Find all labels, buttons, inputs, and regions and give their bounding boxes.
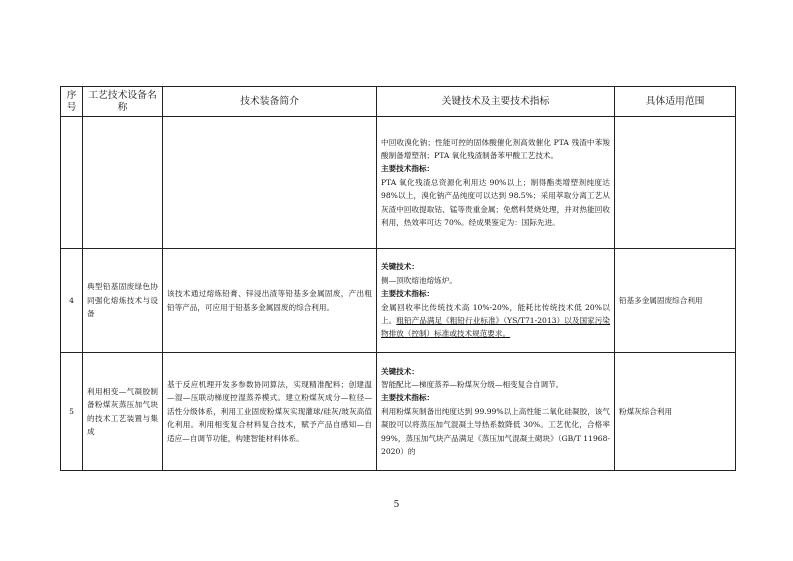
table-row: [61, 353, 736, 471]
cell-scope: 粉煤灰综合利用: [615, 353, 736, 471]
key-tech-text: 智能配比—梯度蒸养—粉煤灰分级—相变复合自调节。: [381, 379, 564, 389]
header-serial: 序号: [61, 87, 83, 117]
main-indicator-label: 主要技术指标：: [381, 289, 435, 299]
table-header-row: [61, 87, 736, 117]
main-indicator-label: 主要技术指标：: [381, 393, 435, 403]
cell-scope: [615, 117, 736, 249]
cell-key-technology: [377, 117, 615, 249]
page-number: 5: [393, 500, 400, 510]
header-key-technology: 关键技术及主要技术指标: [377, 87, 615, 117]
main-indicator-text: 利用粉煤灰制备出纯度达到 99.99%以上高性能二氧化硅凝胶，该气凝胶可以将蒸压加气混凝土导热系数降低 30%。工艺优化，合格率 99%，蒸压加气块产品满足《蒸压加气混凝土砌块》（GB/T 11968-2020）的: [381, 406, 610, 457]
cell-name: 典型铅基固废绿色协同强化熔炼技术与设备: [83, 249, 163, 353]
header-scope: 具体适用范围: [615, 87, 736, 117]
cell-scope: 铅基多金属固废综合利用: [615, 249, 736, 353]
key-tech-label: 关键技术：: [381, 366, 419, 376]
technology-table: [60, 86, 736, 471]
cell-serial: [61, 117, 83, 249]
key-tech-label: 关键技术：: [381, 262, 419, 272]
key-tech-text: 侧—顶吹熔池熔炼炉。: [381, 275, 457, 285]
cell-name: 利用相变—气凝胶制备粉煤灰蒸压加气块的技术工艺装置与集成: [83, 353, 163, 471]
main-indicator-text: PTA 氧化残渣总资源化利用达 90%以上；制得酯类增塑剂纯度达 98%以上，溴化钠产品纯度可以达到 98.5%；采用萃取分离工艺从灰渣中回收提取钴、锰等贵重金属；免燃料焚烧处理，并对热能回收利用，热效率可达 70%。经成果鉴定为：国际先进。: [381, 177, 610, 228]
header-equipment-intro: 技术装备简介: [163, 87, 377, 117]
cell-intro: [163, 117, 377, 249]
table-row: [61, 249, 736, 353]
cell-name: [83, 117, 163, 249]
key-tech-text: 中回收溴化钠；性能可控的固体酸催化剂高效催化 PTA 残渣中苯羧酸制备增塑剂；PTA 氧化残渣制备苯甲酸工艺技术。: [381, 137, 610, 160]
cell-key-technology: [377, 249, 615, 353]
cell-serial: 4: [61, 249, 83, 353]
cell-intro: 基于反应机理开发多参数协同算法，实现精准配料；创建温—湿—压联动梯度控湿蒸养模式。建立粉煤灰成分—粒径—活性分级体系，利用工业固废粉煤灰实现灌球/硅灰/玻灰高值化利用。利用相变复合材料复合技术，赋予产品自感知—自适应—自调节功能，构建智能材料体系。: [163, 353, 377, 471]
table-row: [61, 117, 736, 249]
standard-compliance-text: 粗铅产品满足《粗铅行业标准》（YS/T71-2013）以及国家污染物排放（控制）标准或技术规范要求。: [381, 315, 611, 339]
cell-key-technology: [377, 353, 615, 471]
main-indicator-label: 主要技术指标：: [381, 164, 435, 174]
main-indicator-text: 金属回收率比传统技术高 10%-20%，能耗比传统技术低 20%以上。: [381, 302, 610, 325]
cell-intro: 该技术通过熔炼铅膏、锌浸出渣等铅基多金属固废，产出粗铅等产品，可应用于铅基多金属固废的综合利用。: [163, 249, 377, 353]
header-equipment-name: 工艺技术设备名称: [83, 87, 163, 117]
cell-serial: 5: [61, 353, 83, 471]
